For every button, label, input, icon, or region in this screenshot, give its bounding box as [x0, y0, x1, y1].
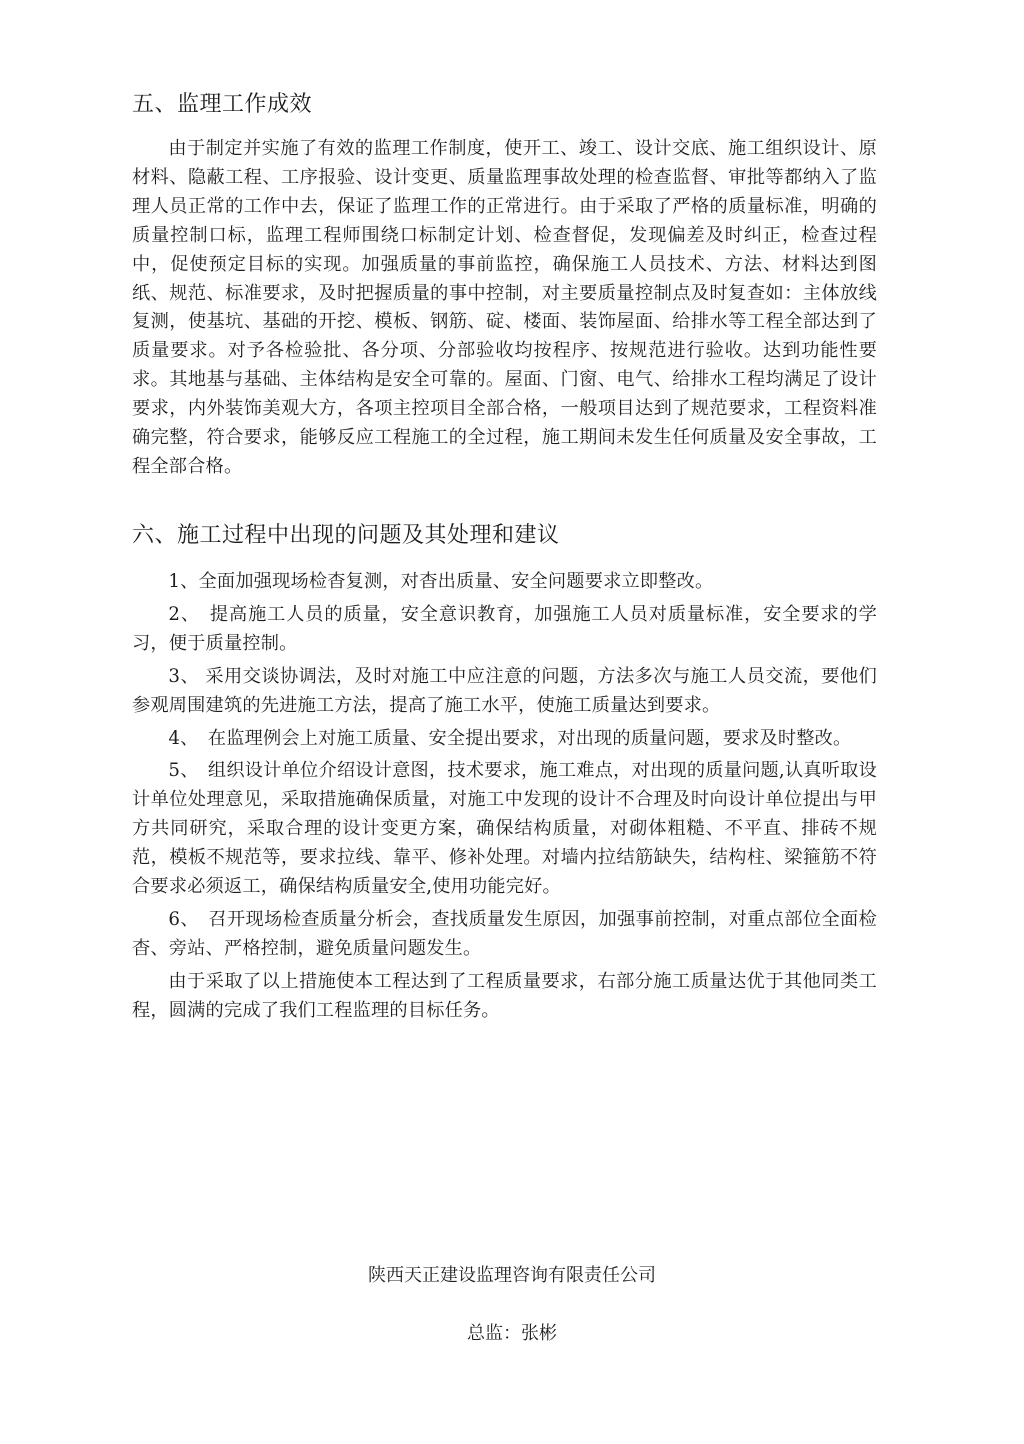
- suggestion-item-5: 5、 组织设计单位介绍设计意图，技术要求，施工难点，对出现的质量问题,认真听取设计单位处理意见，采取措施确保质量，对施工中发现的设计不合理及时向设计单位提出与甲方共同研究，采取合理的设计变更方案，确保结构质量，对砌体粗糙、不平直、排砖不规范，模板不规范等，要求拉线、靠平、修补处理。对墙内拉结筋缺失，结构柱、梁箍筋不符合要求必须返工，确保结构质量安全,使用功能完好。: [132, 760, 877, 898]
- suggestion-item-3: 3、 采用交谈协调法，及时对施工中应注意的问题，方法多次与施工人员交流，要他们参观周围建筑的先进施工方法，提高了施工水平，使施工质量达到要求。: [132, 665, 877, 716]
- section-5-paragraph: 由于制定并实施了有效的监理工作制度，使开工、竣工、设计交底、施工组织设计、原材料、隐蔽工程、工序报验、设计变更、质量监理事故处理的检查监督、审批等都纳入了监理人员正常的工作中去，保证了监理工作的正常进行。由于采取了严格的质量标准，明确的质量控制口标，监理工程师围绕口标制定计划、检查督促，发现偏差及时纠正，检查过程中，促使预定目标的实现。加强质量的事前监控，确保施工人员技术、方法、材料达到图纸、规范、标准要求，及时把握质量的事中控制，对主要质量控制点及时复查如：主体放线复测，使基坑、基础的开挖、模板、钢筋、碇、楼面、装饰屋面、给排水等工程全部达到了质量要求。对予各检验批、各分项、分部验收均按程序、按规范进行验收。达到功能性要求。其地基与基础、主体结构是安全可靠的。屋面、门窗、电气、给排水工程均满足了设计要求，内外装饰美观大方，各项主控项目全部合格，一般项目达到了规范要求，工程资料准确完整，符合要求，能够反应工程施工的全过程，施工期间未发生任何质量及安全事故，工程全部合格。: [132, 138, 877, 477]
- suggestion-item-1: 1、全面加强现场检杳复测，对杳出质量、安全问题要求立即整改。: [168, 571, 714, 592]
- chief-supervisor: 总监：张彬: [467, 1323, 557, 1344]
- section-6-body: [132, 568, 877, 1030]
- company-name: 陕西天正建设监理咨询有限责任公司: [368, 1265, 656, 1286]
- section-5-body: [132, 135, 877, 482]
- suggestion-item-2: 2、 提高施工人员的质量，安全意识教育，加强施工人员对质量标准，安全要求的学习，便于质量控制。: [132, 603, 877, 654]
- section-5-heading: 五、监理工作成效: [132, 92, 313, 117]
- section-6-heading: 六、施工过程中出现的问题及其处理和建议: [132, 523, 560, 548]
- suggestion-item-6: 6、 召开现场检查质量分析会，查找质量发生原因，加强事前控制，对重点部位全面检杳、旁站、严格控制，避免质量问题发生。: [132, 908, 877, 959]
- section-6-conclusion: 由于采取了以上措施使本工程达到了工程质量要求，右部分施工质量达优于其他同类工程，圆满的完成了我们工程监理的目标任务。: [132, 970, 877, 1021]
- suggestion-item-4: 4、 在监理例会上对施工质量、安全提出要求，对出现的质量问题，要求及时整改。: [168, 727, 852, 749]
